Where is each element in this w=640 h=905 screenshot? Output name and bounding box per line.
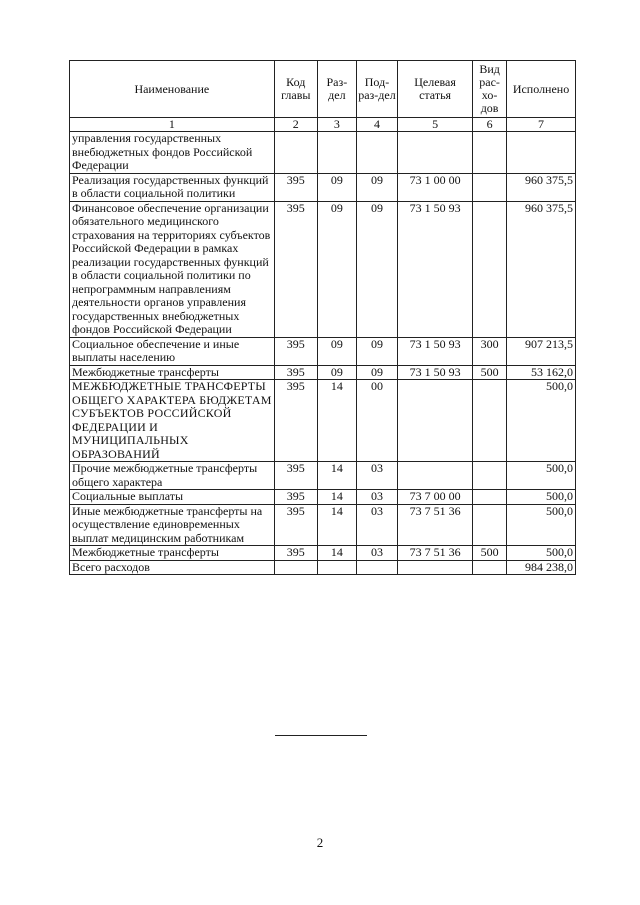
row-target: 73 1 50 93	[398, 337, 473, 365]
row-subsection: 09	[356, 201, 397, 337]
row-subsection: 00	[356, 380, 397, 462]
row-section: 09	[317, 173, 356, 201]
total-row	[70, 560, 576, 575]
row-subsection: 03	[356, 490, 397, 505]
total-amount: 984 238,0	[507, 560, 576, 575]
row-code	[274, 132, 317, 174]
row-code: 395	[274, 462, 317, 490]
row-kind	[473, 132, 507, 174]
row-subsection: 03	[356, 546, 397, 561]
row-code: 395	[274, 490, 317, 505]
row-amount	[507, 132, 576, 174]
row-name: Иные межбюджетные трансферты на осуществление единовременных выплат медицинским работникам	[70, 504, 275, 546]
column-number: 4	[356, 118, 397, 132]
row-code: 395	[274, 380, 317, 462]
row-code: 395	[274, 504, 317, 546]
row-section: 14	[317, 380, 356, 462]
row-amount: 53 162,0	[507, 365, 576, 380]
row-target: 73 1 00 00	[398, 173, 473, 201]
header-subsection: Под-раз-дел	[356, 61, 397, 118]
row-kind	[473, 504, 507, 546]
row-target: 73 7 00 00	[398, 490, 473, 505]
row-section	[317, 560, 356, 575]
row-amount: 907 213,5	[507, 337, 576, 365]
row-code: 395	[274, 201, 317, 337]
row-subsection: 03	[356, 504, 397, 546]
table-row	[70, 365, 576, 380]
row-name: Прочие межбюджетные трансферты общего характера	[70, 462, 275, 490]
column-number: 3	[317, 118, 356, 132]
table-row	[70, 462, 576, 490]
header-section: Раз-дел	[317, 61, 356, 118]
row-subsection	[356, 132, 397, 174]
table-row	[70, 504, 576, 546]
row-target	[398, 380, 473, 462]
row-kind	[473, 173, 507, 201]
row-subsection: 09	[356, 337, 397, 365]
table-header-row	[70, 61, 576, 118]
row-code: 395	[274, 546, 317, 561]
row-section: 14	[317, 546, 356, 561]
row-name: Всего расходов	[70, 560, 275, 575]
row-target: 73 7 51 36	[398, 504, 473, 546]
table-row	[70, 380, 576, 462]
row-name: Реализация государственных функций в области социальной политики	[70, 173, 275, 201]
row-kind	[473, 462, 507, 490]
row-code: 395	[274, 173, 317, 201]
row-subsection: 03	[356, 462, 397, 490]
row-target	[398, 560, 473, 575]
row-target: 73 1 50 93	[398, 201, 473, 337]
row-name: Финансовое обеспечение организации обязательного медицинского страхования на территориях субъектов Российской Федерации в рамках реализации государственных функций в области социальной политики по непрограммным направлениям деятельности органов управления государственных внебюджетных фондов Российской Федерации	[70, 201, 275, 337]
row-code: 395	[274, 337, 317, 365]
header-kind: Вид рас-хо-дов	[473, 61, 507, 118]
row-section: 09	[317, 337, 356, 365]
row-amount: 960 375,5	[507, 201, 576, 337]
header-executed: Исполнено	[507, 61, 576, 118]
header-name: Наименование	[70, 61, 275, 118]
row-name: Межбюджетные трансферты	[70, 365, 275, 380]
column-number: 5	[398, 118, 473, 132]
row-kind	[473, 380, 507, 462]
row-amount: 500,0	[507, 504, 576, 546]
header-target: Целевая статья	[398, 61, 473, 118]
row-target	[398, 132, 473, 174]
table-row	[70, 201, 576, 337]
table-row	[70, 132, 576, 174]
row-name: Социальные выплаты	[70, 490, 275, 505]
column-number: 6	[473, 118, 507, 132]
row-target	[398, 462, 473, 490]
row-kind	[473, 201, 507, 337]
row-amount: 500,0	[507, 462, 576, 490]
page-number: 2	[316, 835, 324, 850]
budget-expenditure-table	[69, 60, 576, 575]
row-code: 395	[274, 365, 317, 380]
row-subsection	[356, 560, 397, 575]
row-subsection: 09	[356, 365, 397, 380]
row-kind	[473, 490, 507, 505]
row-name: МЕЖБЮДЖЕТНЫЕ ТРАНСФЕРТЫ ОБЩЕГО ХАРАКТЕРА БЮДЖЕТАМ СУБЪЕКТОВ РОССИЙСКОЙ ФЕДЕРАЦИИ И МУНИЦИПАЛЬНЫХ ОБРАЗОВАНИЙ	[70, 380, 275, 462]
row-amount: 960 375,5	[507, 173, 576, 201]
row-name: Социальное обеспечение и иные выплаты населению	[70, 337, 275, 365]
row-section: 14	[317, 490, 356, 505]
row-section: 09	[317, 365, 356, 380]
column-number: 1	[70, 118, 275, 132]
row-amount: 500,0	[507, 546, 576, 561]
row-section: 14	[317, 462, 356, 490]
separator-line	[275, 735, 367, 736]
row-kind: 500	[473, 365, 507, 380]
row-section: 14	[317, 504, 356, 546]
table-row	[70, 546, 576, 561]
column-number: 2	[274, 118, 317, 132]
column-number-row	[70, 118, 576, 132]
row-kind: 300	[473, 337, 507, 365]
table-row	[70, 490, 576, 505]
table-row	[70, 337, 576, 365]
row-subsection: 09	[356, 173, 397, 201]
row-target: 73 7 51 36	[398, 546, 473, 561]
row-target: 73 1 50 93	[398, 365, 473, 380]
row-section: 09	[317, 201, 356, 337]
table-row	[70, 173, 576, 201]
row-section	[317, 132, 356, 174]
row-kind	[473, 560, 507, 575]
header-code: Код главы	[274, 61, 317, 118]
column-number: 7	[507, 118, 576, 132]
row-code	[274, 560, 317, 575]
row-amount: 500,0	[507, 490, 576, 505]
row-name: Межбюджетные трансферты	[70, 546, 275, 561]
row-kind: 500	[473, 546, 507, 561]
row-name: управления государственных внебюджетных фондов Российской Федерации	[70, 132, 275, 174]
row-amount: 500,0	[507, 380, 576, 462]
